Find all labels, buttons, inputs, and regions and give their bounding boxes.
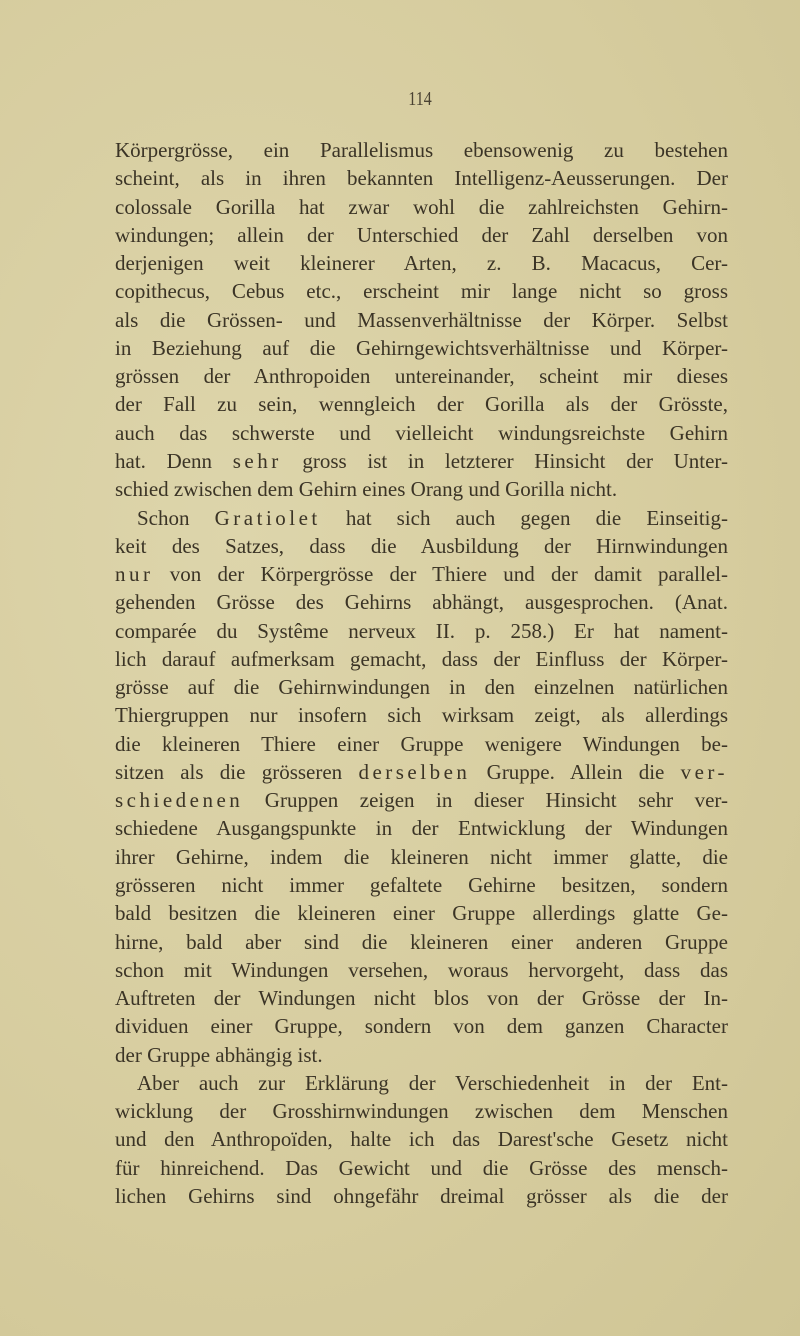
text-line [115,758,728,786]
text-segment: wicklung der Grosshirnwindungen zwischen dem Menschen [115,1099,728,1124]
text-segment: grössen der Anthropoiden untereinander, scheint mir dieses [115,364,728,389]
text-line [115,277,728,305]
text-line [115,645,728,673]
text-segment: der Fall zu sein, wenngleich der Gorilla als der Grösste, [115,392,728,417]
text-line [115,362,728,390]
text-segment: lich darauf aufmerksam gemacht, dass der Einfluss der Körper- [115,646,728,671]
text-segment: Schon [137,505,215,530]
text-line [115,956,728,984]
spaced-emphasis-text: derselben [358,759,471,784]
text-line [115,1182,728,1210]
text-segment: sitzen als die grösseren [115,759,359,784]
text-line [115,221,728,249]
spaced-emphasis-text: schiedenen [115,788,244,813]
spaced-emphasis-text: nur [115,562,154,587]
text-line [115,136,728,164]
text-segment: Gruppe. Allein die [470,759,681,784]
text-line [115,475,728,503]
text-segment: windungen; allein der Unterschied der Zahl derselben von [115,222,728,247]
text-segment: keit des Satzes, dass die Ausbildung der Hirnwindungen [115,533,728,558]
text-line [115,1125,728,1153]
text-segment: ihrer Gehirne, indem die kleineren nicht immer glatte, die [115,844,728,869]
text-line [115,673,728,701]
text-segment: schied zwischen dem Gehirn eines Orang und Gorilla nicht. [115,477,618,502]
spaced-emphasis-text: sehr [232,448,282,473]
text-segment: Körpergrösse, ein Parallelismus ebensowenig zu bestehen [115,138,728,162]
text-segment: copithecus, Cebus etc., erscheint mir lange nicht so gross [115,279,728,304]
text-segment: Thiergruppen nur insofern sich wirksam zeigt, als allerdings [115,703,728,728]
text-line [115,1012,728,1040]
text-segment: hat. Denn [115,448,233,473]
text-line [115,193,728,221]
text-segment: auch das schwerste und vielleicht windungsreichste Gehirn [115,420,728,445]
text-segment: Gruppen zeigen in dieser Hinsicht sehr ver- [243,788,728,813]
text-segment: schiedene Ausgangspunkte in der Entwicklung der Windungen [115,816,728,841]
text-segment: und den Anthropoïden, halte ich das Darest'sche Gesetz nicht [115,1127,728,1152]
text-segment: von der Körpergrösse der Thiere und der damit parallel- [153,562,728,587]
text-line [115,730,728,758]
text-line [115,984,728,1012]
text-line [115,786,728,814]
text-segment: dividuen einer Gruppe, sondern von dem ganzen Character [115,1014,728,1039]
text-line [115,701,728,729]
text-segment: gross ist in letzterer Hinsicht der Unter- [281,448,728,473]
text-segment: comparée du Systême nerveux II. p. 258.) Er hat nament- [115,618,728,643]
text-line [115,588,728,616]
text-segment: colossale Gorilla hat zwar wohl die zahlreichsten Gehirn- [115,194,728,219]
text-line [115,617,728,645]
text-segment: grösseren nicht immer gefaltete Gehirne besitzen, sondern [115,873,728,898]
text-segment: hirne, bald aber sind die kleineren einer anderen Gruppe [115,929,728,954]
text-segment: der Gruppe abhängig ist. [115,1042,323,1067]
text-segment: Aber auch zur Erklärung der Verschiedenheit in der Ent- [137,1070,728,1095]
text-line [115,164,728,192]
text-segment: scheint, als in ihren bekannten Intelligenz-Aeusserungen. Der [115,166,728,191]
text-segment: schon mit Windungen versehen, woraus hervorgeht, dass das [115,957,728,982]
text-line [115,899,728,927]
spaced-emphasis-text: Gratiolet [214,505,321,530]
text-line [115,1154,728,1182]
text-line [115,334,728,362]
text-line [115,306,728,334]
text-line [115,843,728,871]
text-line [115,447,728,475]
text-segment: bald besitzen die kleineren einer Gruppe allerdings glatte Ge- [115,901,728,926]
text-segment: die kleineren Thiere einer Gruppe wenigere Windungen be- [115,731,728,756]
text-line [115,814,728,842]
page-number: 114 [408,88,432,110]
text-segment: hat sich auch gegen die Einseitig- [320,505,729,530]
spaced-emphasis-text: ver- [680,759,728,784]
text-segment: grösse auf die Gehirnwindungen in den einzelnen natürlichen [115,675,728,700]
text-line [115,871,728,899]
text-line [115,249,728,277]
text-segment: lichen Gehirns sind ohngefähr dreimal grösser als die der [115,1183,728,1208]
text-segment: für hinreichend. Das Gewicht und die Grösse des mensch- [115,1155,728,1180]
text-segment: Auftreten der Windungen nicht blos von der Grösse der In- [115,986,728,1011]
text-line [115,504,728,532]
text-segment: gehenden Grösse des Gehirns abhängt, ausgesprochen. (Anat. [115,590,728,615]
text-segment: derjenigen weit kleinerer Arten, z. B. Macacus, Cer- [115,251,728,276]
text-line [115,928,728,956]
text-line [115,1097,728,1125]
text-segment: in Beziehung auf die Gehirngewichtsverhältnisse und Körper- [115,335,728,360]
text-segment: als die Grössen- und Massenverhältnisse der Körper. Selbst [115,307,728,332]
text-line [115,1041,728,1069]
text-line [115,419,728,447]
text-line [115,1069,728,1097]
text-line [115,532,728,560]
text-line [115,560,728,588]
text-line [115,390,728,418]
